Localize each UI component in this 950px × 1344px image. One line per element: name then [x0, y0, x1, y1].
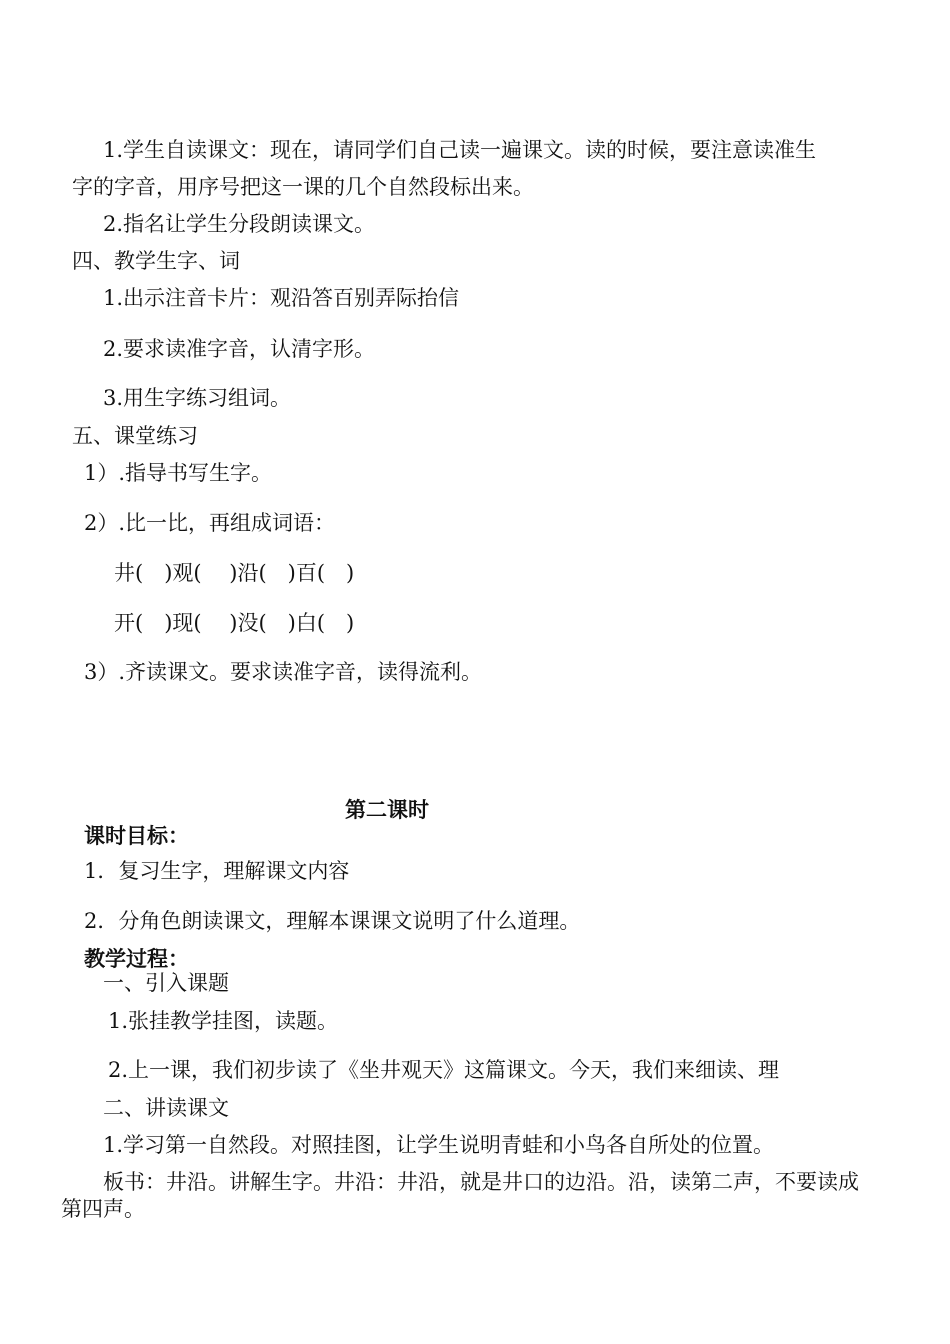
compare-row-2 — [114, 610, 354, 636]
section-heading-characters: 四、教学生字、词 — [72, 249, 240, 273]
step-1-item-2: 2.上一课，我们初步读了《坐井观天》这篇课文。今天，我们来细读、理 — [108, 1058, 780, 1082]
compare-cell: 井( ) — [114, 561, 173, 585]
lesson-title: 第二课时 — [345, 798, 429, 822]
compare-cell: 观( ) — [172, 561, 238, 585]
compare-cell: 沿( ) — [237, 561, 296, 585]
characters-item-1: 1.出示注音卡片：观沿答百别弄际抬信 — [103, 286, 460, 310]
compare-cell: 现( ) — [172, 611, 238, 635]
objective-2: 2．分角色朗读课文，理解本课课文说明了什么道理。 — [84, 909, 581, 933]
objective-1: 1．复习生字，理解课文内容 — [84, 859, 350, 883]
board-note-line2: 第四声。 — [61, 1197, 145, 1221]
paragraph-self-read-line1: 1.学生自读课文：现在，请同学们自己读一遍课文。读的时候，要注意读准生 — [103, 138, 817, 162]
compare-cell: 百( ) — [295, 561, 355, 585]
practice-item-2: 2）.比一比，再组成词语： — [84, 511, 336, 535]
section-heading-practice: 五、课堂练习 — [72, 424, 198, 448]
compare-cell: 白( ) — [295, 611, 355, 635]
compare-cell: 没( ) — [237, 611, 296, 635]
practice-item-3: 3）.齐读课文。要求读准字音，读得流利。 — [84, 660, 483, 684]
step-1-heading: 一、引入课题 — [103, 971, 229, 995]
compare-cell: 开( ) — [114, 611, 173, 635]
step-2-heading: 二、讲读课文 — [103, 1096, 229, 1120]
board-note-line1: 板书：井沿。讲解生字。井沿：井沿，就是井口的边沿。沿，读第二声，不要读成 — [103, 1170, 859, 1194]
paragraph-self-read-line2: 字的字音，用序号把这一课的几个自然段标出来。 — [72, 175, 534, 199]
compare-row-1 — [114, 560, 354, 586]
objectives-heading: 课时目标： — [84, 824, 189, 848]
characters-item-2: 2.要求读准字音，认清字形。 — [103, 337, 376, 361]
paragraph-group-read: 2.指名让学生分段朗读课文。 — [103, 212, 376, 236]
step-1-item-1: 1.张挂教学挂图，读题。 — [108, 1009, 339, 1033]
process-heading: 教学过程： — [84, 947, 189, 971]
practice-item-1: 1）.指导书写生字。 — [84, 461, 273, 485]
characters-item-3: 3.用生字练习组词。 — [103, 386, 292, 410]
step-2-item-1: 1.学习第一自然段。对照挂图，让学生说明青蛙和小鸟各自所处的位置。 — [103, 1133, 775, 1157]
